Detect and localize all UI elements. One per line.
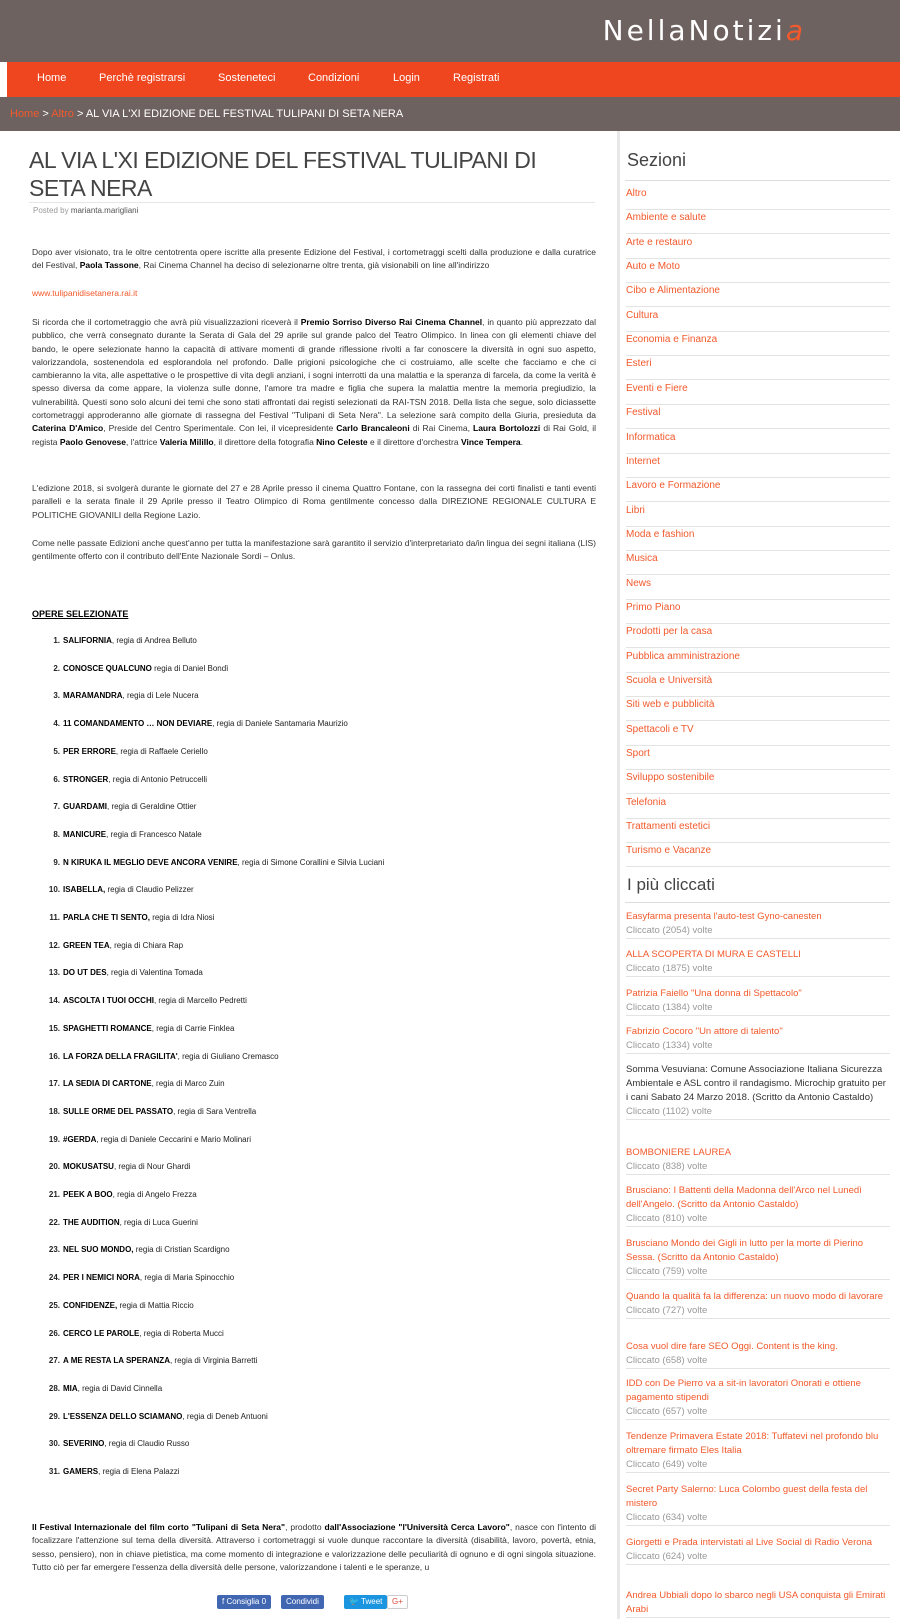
work-title: GUARDAMI — [63, 802, 107, 812]
popular-item — [626, 1184, 890, 1227]
sidebar-section-link[interactable]: Cibo e Alimentazione — [626, 283, 890, 307]
list-number: 14. — [48, 996, 60, 1006]
sections-divider — [625, 180, 890, 181]
work-title: GREEN TEA — [63, 940, 110, 950]
list-number: 20. — [48, 1162, 60, 1172]
list-item — [32, 691, 199, 700]
list-number: 22. — [48, 1217, 60, 1227]
work-title: PER ERRORE — [63, 746, 116, 756]
sidebar-section-link[interactable]: Sviluppo sostenibile — [626, 770, 890, 794]
work-title: LA FORZA DELLA FRAGILITA' — [63, 1051, 178, 1061]
list-item — [32, 1329, 224, 1338]
nav-perche-registrarsi[interactable]: Perchè registrarsi — [99, 72, 186, 84]
popular-item — [626, 1237, 890, 1280]
sidebar-section-link[interactable]: Siti web e pubblicità — [626, 697, 890, 721]
work-title: SALIFORNIA — [63, 636, 112, 645]
popular-item-count: Cliccato (624) volte — [626, 1551, 708, 1562]
popular-item — [626, 1063, 890, 1120]
popular-item — [626, 1340, 890, 1369]
list-item — [32, 1107, 256, 1116]
breadcrumb-bar — [0, 97, 900, 131]
column-divider — [617, 131, 620, 1619]
popular-item-link[interactable]: Patrizia Faiello "Una donna di Spettacolo" — [626, 988, 802, 999]
work-title: SULLE ORME DEL PASSATO — [63, 1106, 174, 1116]
work-title: A ME RESTA LA SPERANZA — [63, 1356, 170, 1366]
google-plus-button[interactable]: G+ — [387, 1595, 408, 1609]
list-item — [32, 1356, 257, 1365]
work-title: MOKUSATSU — [63, 1162, 114, 1172]
list-number: 27. — [48, 1356, 60, 1366]
list-item — [32, 1218, 198, 1227]
popular-item-link[interactable]: Somma Vesuviana: Comune Associazione Italiana Sicurezza Ambientale e ASL contro il randagismo. Microchip gratuito per i cani Sabato 24 Marzo 2018. (Scritto da Antonio Castaldo) — [626, 1064, 886, 1103]
list-item — [32, 858, 384, 867]
sidebar-section-link[interactable]: Moda e fashion — [626, 527, 890, 551]
popular-item-link[interactable]: BOMBONIERE LAUREA — [626, 1147, 732, 1158]
facebook-like-button[interactable]: f Consiglia 0 — [217, 1595, 271, 1609]
work-title: PEEK A BOO — [63, 1190, 113, 1199]
article-paragraph-2: Si ricorda che il cortometraggio che avrà più visualizzazioni riceverà il Premio Sorriso Diverso Rai Cinema Channel, in quanto più apprezzato dal pubblico, che verrà consegnato durante la Serata di Gala del 29 aprile sul grande palco del Teatro Olimpico. In linea con gli elementi chiave del bando, le opere selezionate hanno la capacità di attivare momenti di grande riflessione rivolti a far conoscere la diversità in ogni suo aspetto, valorizzandola, sostenendola ed esplorandola nel profondo. Dalle prigioni psicologiche che ci costruiamo, alle scelte che facciamo e che ci cambieranno la vita, alle aspettative o le prospettive di vita degli anziani, i sogni interrotti da una malattia e la speranza di farcela, da come la verità è spesso diversa da come appare, la violenza sulle donne, l'amore tra madre e figlia che supera la malattia mentre la memoria pregiudizio, la vulnerabilità. Questi sono solo alcuni dei temi che sono stati affrontati dai registi selezionati da RAI-TSN 2018. Della lista che segue, solo diciassette cortometraggi approderanno alle giornate di rassegna del Festival "Tulipani di Seta Nera". La selezione sarà compito della Giuria, presieduta da Caterina D'Amico, Preside del Centro Sperimentale. Con lei, il vicepresidente Carlo Brancaleoni di Rai Cinema, Laura Bortolozzi di Rai Gold, il regista Paolo Genovese, l'attrice Valeria Milillo, il direttore della fotografia Nino Celeste e il direttore d'orchestra Vince Tempera. — [32, 317, 597, 447]
work-director: , regia di Sara Ventrella — [173, 1106, 257, 1116]
work-director: , regia di Antonio Petruccelli — [108, 774, 208, 784]
popular-item-count: Cliccato (657) volte — [626, 1406, 708, 1417]
popular-item-count: Cliccato (759) volte — [626, 1266, 708, 1277]
list-item — [32, 1190, 197, 1199]
popular-item-link[interactable]: IDD con De Pierro va a sit-in lavoratori Onorati e ottiene pagamento stipendi — [626, 1378, 861, 1403]
work-director: , regia di Maria Spinocchio — [139, 1273, 235, 1283]
nav-registrati[interactable]: Registrati — [453, 72, 500, 84]
list-number: 3. — [53, 691, 60, 701]
popular-divider — [625, 902, 890, 903]
work-director: regia di Mattia Riccio — [117, 1300, 194, 1310]
work-title: CONOSCE QUALCUNO — [63, 663, 152, 673]
nav-condizioni[interactable]: Condizioni — [308, 72, 360, 84]
work-title: CONFIDENZE, — [63, 1300, 118, 1310]
work-director: , regia di Valentina Tomada — [106, 968, 203, 978]
sidebar-section-link[interactable]: Musica — [626, 551, 890, 575]
nav-login[interactable]: Login — [393, 72, 420, 84]
facebook-icon: f — [222, 1597, 227, 1606]
work-director: , regia di Marco Zuin — [151, 1079, 225, 1089]
work-title: N KIRUKA IL MEGLIO DEVE ANCORA VENIRE — [63, 857, 238, 867]
work-director: , regia di Roberta Mucci — [139, 1328, 224, 1338]
tweet-button[interactable]: 🐦 Tweet — [344, 1595, 387, 1609]
list-item — [32, 1162, 190, 1171]
popular-item-count: Cliccato (838) volte — [626, 1161, 708, 1172]
popular-item-count: Cliccato (1875) volte — [626, 963, 713, 974]
festival-website-link[interactable]: www.tulipanidisetanera.rai.it — [32, 288, 138, 298]
work-title: DO UT DES — [63, 968, 107, 978]
list-item — [32, 802, 196, 811]
breadcrumb-separator: > — [73, 108, 86, 120]
work-title: ISABELLA, — [63, 885, 106, 895]
work-director: , regia di Claudio Russo — [104, 1439, 190, 1449]
popular-item-link[interactable]: Cosa vuol dire fare SEO Oggi. Content is the king. — [626, 1341, 838, 1352]
article-paragraph-5: Il Festival Internazionale del film corto "Tulipani di Seta Nera", prodotto dall'Associazione "l'Università Cerca Lavoro", nasce con l'intento di focalizzare l'attenzione sul tema della diversità. Attraverso i cortometraggi si vuole dunque raccontare la diversità (disabilità, lavoro, povertà, etnia, sesso, pensiero), non in chiave pietistica, ma come momento di integrazione e valorizzazione delle peculiarità di ognuno e di ogni singola situazione. Tutto ciò per far emergere l'essenza della diversità delle persone, valorizzandone i talenti e le speranze, u — [32, 1522, 596, 1572]
popular-item-link[interactable]: Tendenze Primavera Estate 2018: Tuffatevi nel profondo blu oltremare firmato Eles Italia — [626, 1431, 879, 1456]
work-title: STRONGER — [63, 774, 109, 784]
list-number: 6. — [53, 774, 60, 784]
work-director: , regia di Geraldine Ottier — [107, 802, 197, 812]
popular-item — [626, 1430, 890, 1473]
work-director: , regia di Marcello Pedretti — [153, 996, 247, 1006]
article-link-paragraph — [32, 287, 596, 300]
list-item — [32, 968, 203, 977]
sidebar-section-link[interactable]: Spettacoli e TV — [626, 722, 890, 746]
sidebar-section-link[interactable]: Festival — [626, 405, 890, 429]
work-director: , regia di Giuliano Cremasco — [177, 1051, 279, 1061]
work-title: MARAMANDRA — [63, 691, 123, 701]
sidebar-section-link[interactable]: Cultura — [626, 308, 890, 332]
list-item — [32, 1052, 279, 1061]
work-title: CERCO LE PAROLE — [63, 1328, 140, 1338]
list-number: 15. — [48, 1023, 60, 1033]
work-director: , regia di Chiara Rap — [109, 940, 184, 950]
breadcrumb — [10, 108, 403, 120]
breadcrumb-current: AL VIA L'XI EDIZIONE DEL FESTIVAL TULIPANI DI SETA NERA — [85, 108, 404, 120]
sidebar-section-link[interactable]: Eventi e Fiere — [626, 381, 890, 405]
facebook-share-button[interactable]: Condividi — [281, 1595, 324, 1609]
article-paragraph-4: Come nelle passate Edizioni anche quest'anno per tutta la manifestazione sarà garantito il servizio d'interpretariato da/in lingua dei segni italiana (LIS) gentilmente offerto con il contributo dell'Ente Nazionale Sordi – Onlus. — [32, 538, 596, 562]
popular-item — [626, 1290, 890, 1319]
work-title: 11 COMANDAMENTO … NON DEVIARE — [63, 719, 213, 729]
work-title: L'ESSENZA DELLO SCIAMANO — [63, 1411, 183, 1421]
list-number: 30. — [48, 1439, 60, 1449]
popular-item — [626, 987, 890, 1016]
work-director: , regia di Daniele Santamaria Maurizio — [212, 719, 348, 729]
popular-item-link[interactable]: Brusciano Mondo dei Gigli in lutto per la morte di Pierino Sessa. (Scritto da Antonio Castaldo) — [626, 1238, 864, 1263]
posted-label: Posted by — [33, 206, 69, 215]
work-director: regia di Idra Niosi — [149, 913, 215, 922]
work-director: , regia di David Cinnella — [77, 1383, 163, 1393]
list-number: 21. — [48, 1190, 60, 1199]
popular-item — [626, 1536, 890, 1565]
list-number: 4. — [53, 719, 60, 729]
article-paragraph-1: Dopo aver visionato, tra le oltre centotrenta opere iscritte alla presente Edizione del Festival, i cortometraggi scelti dalla produzione e dalla curatrice del Festival, Paola Tassone, Rai Cinema Channel ha deciso di selezionarne oltre trenta, già visionabili on line all'indirizzo — [32, 247, 596, 271]
work-title: NEL SUO MONDO, — [63, 1245, 134, 1255]
list-item — [32, 885, 194, 894]
work-title: MANICURE — [63, 829, 107, 839]
popular-item-count: Cliccato (1384) volte — [626, 1002, 713, 1013]
list-item — [32, 1079, 225, 1088]
work-director: , regia di Luca Guerini — [119, 1217, 198, 1227]
work-director: regia di Cristian Scardigno — [133, 1245, 230, 1255]
title-divider — [29, 202, 595, 203]
work-director: , regia di Carrie Finklea — [151, 1023, 235, 1033]
list-number: 31. — [48, 1467, 60, 1476]
list-number: 8. — [53, 829, 60, 839]
list-item — [32, 941, 183, 950]
work-director: , regia di Angelo Frezza — [112, 1190, 197, 1199]
sidebar-section-link[interactable]: Libri — [626, 503, 890, 527]
article-paragraph-3: L'edizione 2018, si svolgerà durante le giornate del 27 e 28 Aprile presso il cinema Quattro Fontane, con la rassegna dei corti finalisti e tanti eventi paralleli e la serata finale il 29 Aprile presso il Teatro Olimpico di Roma gentilmente concesso dalla DIREZIONE REGIONALE CULTURA E POLITICHE GIOVANILI della Regione Lazio. — [32, 483, 596, 520]
list-number: 19. — [48, 1134, 60, 1144]
popular-item-link[interactable]: Fabrizio Cocoro "Un attore di talento" — [626, 1026, 783, 1037]
site-logo[interactable] — [603, 14, 806, 47]
list-number: 12. — [48, 940, 60, 950]
work-director: , regia di Raffaele Ceriello — [115, 746, 208, 756]
list-item — [32, 996, 247, 1005]
list-number: 23. — [48, 1245, 60, 1255]
popular-item-link[interactable]: Giorgetti e Prada intervistati al Live Social di Radio Verona — [626, 1537, 873, 1548]
sidebar-section-link[interactable]: Internet — [626, 454, 890, 478]
work-title: GAMERS — [63, 1467, 99, 1476]
sidebar-section-link[interactable]: Altro — [626, 186, 890, 210]
popular-item — [626, 1589, 890, 1618]
twitter-icon: 🐦 — [349, 1597, 362, 1606]
popular-item — [626, 948, 890, 977]
popular-item-link[interactable]: Quando la qualità fa la differenza: un nuovo modo di lavorare — [626, 1291, 884, 1302]
list-number: 11. — [49, 913, 60, 922]
work-director: , regia di Deneb Antuoni — [182, 1411, 268, 1421]
list-item — [32, 1384, 162, 1393]
list-item — [32, 913, 214, 922]
list-number: 17. — [48, 1079, 60, 1089]
work-director: , regia di Simone Corallini e Silvia Luciani — [237, 857, 385, 867]
popular-item-count: Cliccato (810) volte — [626, 1213, 708, 1224]
sidebar-section-link[interactable]: Pubblica amministrazione — [626, 649, 890, 673]
work-title: PARLA CHE TI SENTO, — [63, 913, 150, 922]
list-item — [32, 1135, 251, 1144]
work-director: , regia di Nour Ghardi — [113, 1162, 191, 1172]
list-number: 5. — [53, 746, 60, 756]
work-title: SEVERINO — [63, 1439, 105, 1449]
list-item — [32, 1273, 234, 1282]
popular-heading: I più cliccati — [627, 875, 715, 894]
nav-sosteneteci[interactable]: Sosteneteci — [218, 72, 276, 84]
popular-item-count: Cliccato (2054) volte — [626, 925, 713, 936]
list-item — [32, 1439, 189, 1448]
work-director: , regia di Andrea Belluto — [111, 636, 197, 645]
popular-item — [626, 1483, 890, 1526]
sidebar-section-link[interactable]: Economia e Finanza — [626, 332, 890, 356]
site-header — [0, 0, 900, 62]
popular-item — [626, 1377, 890, 1420]
sidebar-section-link[interactable]: Arte e restauro — [626, 235, 890, 259]
list-item — [32, 830, 202, 839]
sidebar-section-link[interactable]: Auto e Moto — [626, 259, 890, 283]
list-item — [32, 747, 208, 756]
work-title: SPAGHETTI ROMANCE — [63, 1023, 152, 1033]
work-director: , regia di Daniele Ceccarini e Mario Molinari — [96, 1134, 252, 1144]
sidebar-section-link[interactable]: Telefonia — [626, 795, 890, 819]
article-byline — [33, 206, 138, 215]
popular-item-count: Cliccato (1334) volte — [626, 1040, 713, 1051]
work-title: ASCOLTA I TUOI OCCHI — [63, 996, 154, 1006]
article-title: AL VIA L'XI EDIZIONE DEL FESTIVAL TULIPANI DI SETA NERA — [29, 147, 537, 201]
popular-item — [626, 1146, 890, 1175]
sidebar-section-link[interactable]: Esteri — [626, 356, 890, 380]
popular-item-link[interactable]: Secret Party Salerno: Luca Colombo guest della festa del mistero — [626, 1484, 868, 1509]
work-title: #GERDA — [63, 1134, 97, 1144]
list-item — [32, 1467, 180, 1476]
list-item — [32, 719, 348, 728]
sections-heading: Sezioni — [627, 150, 687, 170]
sidebar-section-link[interactable]: Lavoro e Formazione — [626, 478, 890, 502]
work-director: regia di Daniel Bondì — [151, 663, 229, 673]
sidebar-section-link[interactable]: Prodotti per la casa — [626, 624, 890, 648]
popular-item-link[interactable]: ALLA SCOPERTA DI MURA E CASTELLI — [626, 949, 801, 960]
sidebar-section-link[interactable]: Scuola e Università — [626, 673, 890, 697]
sidebar-section-link[interactable]: News — [626, 576, 890, 600]
nav-home[interactable]: Home — [37, 72, 67, 84]
popular-item-count: Cliccato (649) volte — [626, 1459, 708, 1470]
work-title: THE AUDITION — [63, 1217, 120, 1227]
sidebar-section-link[interactable]: Informatica — [626, 430, 890, 454]
work-director: , regia di Virginia Barretti — [169, 1356, 258, 1366]
sidebar-section-link[interactable]: Sport — [626, 746, 890, 770]
work-director: regia di Claudio Pelizzer — [105, 885, 194, 895]
list-number: 13. — [48, 968, 60, 978]
logo-text: NellaNotizi — [602, 14, 786, 47]
sidebar-section-link[interactable]: Primo Piano — [626, 600, 890, 624]
list-number: 7. — [53, 802, 60, 812]
list-item — [32, 1412, 268, 1421]
list-item — [32, 664, 228, 673]
work-title: LA SEDIA DI CARTONE — [63, 1079, 152, 1089]
popular-item-count: Cliccato (634) volte — [626, 1512, 708, 1523]
sidebar-section-link[interactable]: Turismo e Vacanze — [626, 843, 890, 867]
list-number: 1. — [53, 636, 60, 645]
author-link[interactable]: marianta.marigliani — [70, 206, 139, 215]
popular-item-count: Cliccato (727) volte — [626, 1305, 708, 1316]
work-director: , regia di Elena Palazzi — [98, 1467, 180, 1476]
breadcrumb-home[interactable]: Home — [10, 108, 40, 120]
list-number: 26. — [48, 1328, 60, 1338]
work-title: MIA — [63, 1383, 78, 1393]
list-number: 10. — [48, 885, 60, 895]
list-item — [32, 1301, 194, 1310]
list-item — [32, 1024, 234, 1033]
breadcrumb-separator: > — [39, 108, 52, 120]
logo-accent: a — [785, 14, 806, 47]
list-number: 29. — [48, 1411, 60, 1421]
list-item — [32, 775, 207, 784]
selected-works-heading: OPERE SELEZIONATE — [32, 609, 129, 619]
sidebar-section-link[interactable]: Ambiente e salute — [626, 210, 890, 234]
popular-item-count: Cliccato (658) volte — [626, 1355, 708, 1366]
list-item — [32, 636, 197, 645]
work-director: , regia di Lele Nucera — [122, 691, 199, 701]
list-number: 25. — [48, 1300, 60, 1310]
list-item — [32, 1245, 230, 1254]
main-nav — [7, 62, 900, 97]
list-number: 28. — [48, 1383, 60, 1393]
list-number: 16. — [48, 1051, 60, 1061]
breadcrumb-section[interactable]: Altro — [51, 108, 74, 120]
popular-item-link[interactable]: Brusciano: I Battenti della Madonna dell'Arco nel Lunedì dell'Angelo. (Scritto da Antonio Castaldo) — [626, 1185, 862, 1210]
sidebar-section-link[interactable]: Trattamenti estetici — [626, 819, 890, 843]
work-title: PER I NEMICI NORA — [63, 1273, 140, 1283]
popular-item — [626, 910, 890, 939]
list-number: 9. — [53, 857, 60, 867]
popular-item-link[interactable]: Easyfarma presenta l'auto-test Gyno-canesten — [626, 911, 822, 922]
popular-item — [626, 1025, 890, 1054]
list-number: 18. — [48, 1106, 60, 1116]
popular-item-count: Cliccato (1102) volte — [626, 1106, 712, 1117]
work-director: , regia di Francesco Natale — [106, 829, 202, 839]
list-number: 2. — [53, 663, 60, 673]
list-number: 24. — [48, 1273, 60, 1283]
popular-item-link[interactable]: Andrea Ubbiali dopo lo sbarco negli USA conquista gli Emirati Arabi — [626, 1590, 886, 1615]
